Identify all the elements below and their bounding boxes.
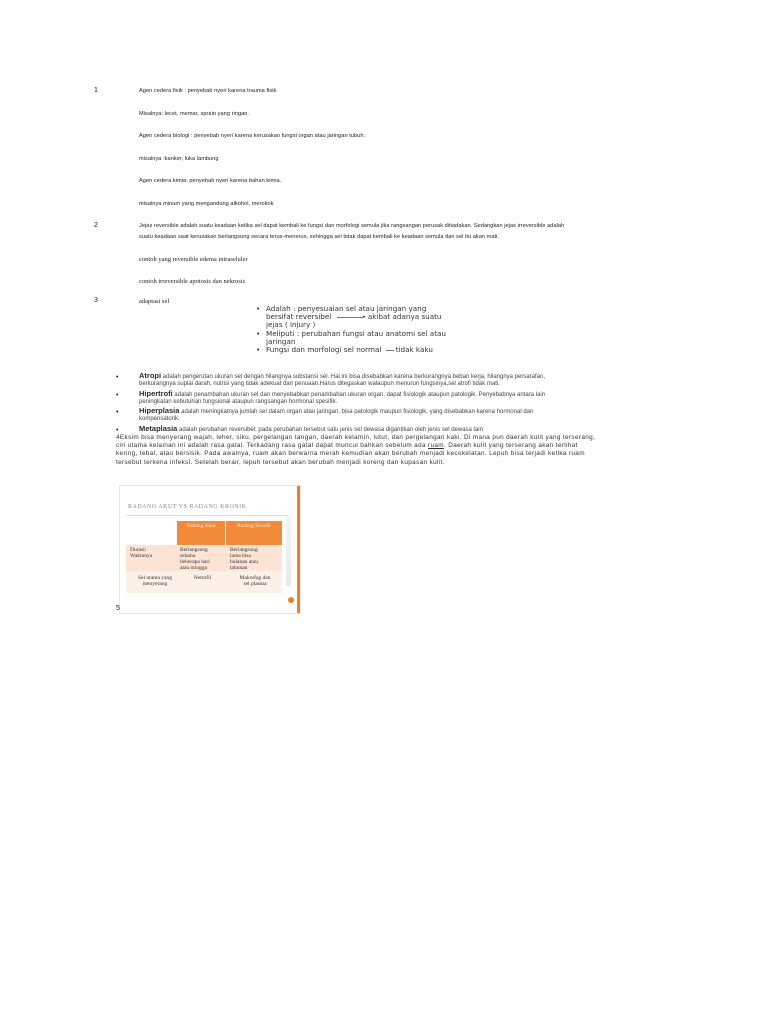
atropi-text-1: adalah pengerutan ukuran sel dengan hilangnya substansi sel. Hal ini bisa disebabkan karena berkurangnya beban kerja, hilangnya persarafan,	[161, 374, 546, 380]
row1-kronik-line: lama bisa	[230, 553, 251, 559]
table-header-akut	[177, 521, 225, 545]
row2-kronik-line: Makrofag dan	[239, 575, 271, 581]
bullet-dot-icon: •	[116, 392, 119, 399]
item4-line-3: kering, tebal, atau bersisik. Pada awalnya, ruam akan berwarna merah kemudian akan berubah menjadi kecokelatan. Lepuh bisa terjadi ketika ruam	[116, 450, 585, 458]
item4-line-2a: ciri utama kelainan ini adalah rasa gatal. Terkadang rasa gatal dapat muncul bahkan sebelum ada	[116, 442, 429, 450]
hiperplasia-term: Hiperplasia	[139, 406, 180, 415]
row1-akut-line: selama	[180, 553, 196, 559]
table-figure-title: RADANG AKUT VS RADANG KRONIK	[128, 504, 247, 510]
hiperplasia-text-1: adalah meningkatnya jumlah sel dalam organ atau jaringan, bisa patologik maupun fisiologik, yang disebabkan karena hormonal dan	[179, 409, 534, 415]
header-akut-text: Radang Akut	[186, 523, 216, 529]
item2-example-irreversible: contoh irreversible apotosis dan nekrosis	[139, 278, 246, 285]
item2-paragraph-line-1: Jejas reversible adalah suatu keadaan ketika sel dapat kembali ke fungsi dan morfologi semula jika rangsangan perusak ditiadakan. Sedangkan jejas irreversible adalah	[139, 223, 565, 229]
adaptation-inset-image	[256, 305, 456, 354]
row1-kronik-line: Berlangsung	[230, 547, 258, 553]
item1-line-3: Agen cedera biologi : penyebab nyeri karena kerusakan fungsi organ atau jaringan tubuh.	[139, 133, 366, 139]
atropi-text-2: berkurangnya suplai darah, nutrisi yang tidak adekuat dan penuaan.Harus ditegaskan walaupun menurun fungsinya,sel atrofi tidak mati.	[139, 381, 500, 388]
bullet-dot-icon: •	[116, 374, 119, 381]
inset-b1-line-1: Adalah : penyesuaian sel atau jaringan yang	[266, 304, 427, 313]
table-row-1-kronik	[230, 547, 280, 571]
metaplasia-text-1: adalah perubahan reversibel; pada perubahan tersebut satu jenis sel dewasa digantikan oleh jenis sel dewasa lain	[177, 427, 483, 433]
orange-side-bar	[297, 486, 300, 613]
inset-b3-line-1a: Fungsi dan morfologi sel normal	[266, 345, 382, 355]
row1-akut-line: beberapa hari	[180, 559, 210, 565]
inset-b3-line-1b: tidak kaku	[395, 345, 433, 355]
item-number-1: 1	[94, 87, 98, 94]
table-row-1-label	[130, 547, 174, 559]
table-row-1-akut	[180, 547, 225, 571]
row1-label-line: Durasi/	[130, 547, 147, 553]
item4-line-1: Eksim bisa menyerang wajah, leher, siku, pergelangan tangan, daerah kelamin, lutut, dan pergelangan kaki. Di mana pun daerah kulit yang terserang,	[119, 434, 596, 441]
hipertrofi-text-2: peningkatan kebutuhan fungsional ataupun rangsangan hormonal spesifik.	[139, 399, 338, 406]
inset-b2-line-2: jaringan	[266, 336, 296, 346]
side-strip	[286, 516, 291, 586]
table-header-kronik	[226, 521, 282, 545]
row2-kronik-line: sel plasma	[243, 581, 267, 587]
metaplasia-definition	[139, 425, 699, 434]
item-number-5: 5	[116, 605, 120, 612]
hiperplasia-definition	[139, 407, 699, 423]
radang-table-figure	[119, 485, 301, 614]
item2-paragraph-line-2: suatu keadaan saat kerusakan berlangsung secara terus-menerus, sehingga sel tidak dapat kembali ke keadaan semula dan sel itu akan mati.	[139, 234, 500, 240]
arrow-icon: ▸	[337, 317, 363, 318]
page-badge-icon	[288, 597, 294, 603]
item1-line-1: Agen cedera fisik : penyebab nyeri karena trauma fisik	[139, 88, 277, 94]
item1-line-4: misalnya :kanker, luka lambung	[139, 156, 219, 162]
item2-example-reversible: contoh yang reversible edema intraseluler	[139, 256, 248, 263]
row2-label-line: Sel utama yang	[138, 575, 172, 581]
item4-line-4: tersebut terkena infeksi. Setelah berair, lepuh tersebut akan berubah menjadi koreng dan kupasan kulit.	[116, 458, 445, 466]
table-row-2-label	[130, 575, 180, 587]
inset-b1-line-2b: akibat adanya suatu	[367, 312, 442, 322]
row1-akut-line: Berlangsung	[180, 547, 208, 553]
item-number-4: 4	[116, 434, 120, 441]
row1-kronik-line: tahunan	[230, 565, 248, 571]
item1-line-2: Misalnya: lecet, memar, sprain yang ringan.	[139, 111, 250, 117]
row1-kronik-line: bulanan atau	[230, 559, 258, 565]
item-number-3: 3	[94, 297, 98, 304]
table-row-2-kronik	[230, 575, 280, 587]
inset-bullet-1	[256, 305, 456, 330]
arrow-icon	[386, 350, 394, 351]
inset-b1-line-3: jejas ( injury )	[266, 320, 316, 330]
inset-bullet-3	[256, 346, 456, 354]
inset-b2-line-1: Meliputi : perubahan fungsi atau anatomi sel atau	[266, 328, 446, 338]
inset-bullet-2	[256, 330, 456, 346]
row1-label-line: Waktunya	[130, 553, 153, 559]
table-row-2-akut	[180, 575, 225, 581]
hipertrofi-definition	[139, 390, 699, 406]
row1-akut-line: atau minggu	[180, 565, 208, 571]
hipertrofi-text-1: adalah penambahan ukuran sel dan menyebabkan penambahan ukuran organ, dapat fisiologik ataupun patologik. Penyebabnya antara lain	[172, 392, 546, 398]
item3-heading: adaptasi sel	[139, 298, 170, 305]
title-underline	[126, 515, 288, 516]
header-kronik-text: Radang Kronik	[237, 523, 271, 529]
row2-label-line: menyerang	[142, 581, 168, 587]
item4-line-2b: . Daerah kulit yang terserang akan terlihat	[443, 442, 578, 450]
atropi-definition	[139, 372, 699, 388]
item-number-2: 2	[94, 222, 98, 229]
hiperplasia-text-2: kompensatorik.	[139, 416, 180, 423]
row2-akut-line: Netrofil	[193, 575, 212, 581]
atropi-term: Atropi	[139, 371, 162, 380]
item4-eksim-paragraph	[116, 434, 676, 467]
bullet-dot-icon: •	[116, 409, 119, 416]
item1-line-5: Agen cedera kimia: penyebab nyeri karena bahan kimia.	[139, 178, 282, 184]
hipertrofi-term: Hipertrofi	[139, 389, 173, 398]
inset-b1-line-2a: bersifat reversibel	[266, 312, 332, 322]
bullet-dot-icon: •	[116, 427, 119, 434]
ruam-link[interactable]: ruam	[428, 442, 444, 450]
metaplasia-term: Metaplasia	[139, 424, 178, 433]
item1-line-6: misalnya minum yang mengandung alkohol, merokok	[139, 201, 274, 207]
